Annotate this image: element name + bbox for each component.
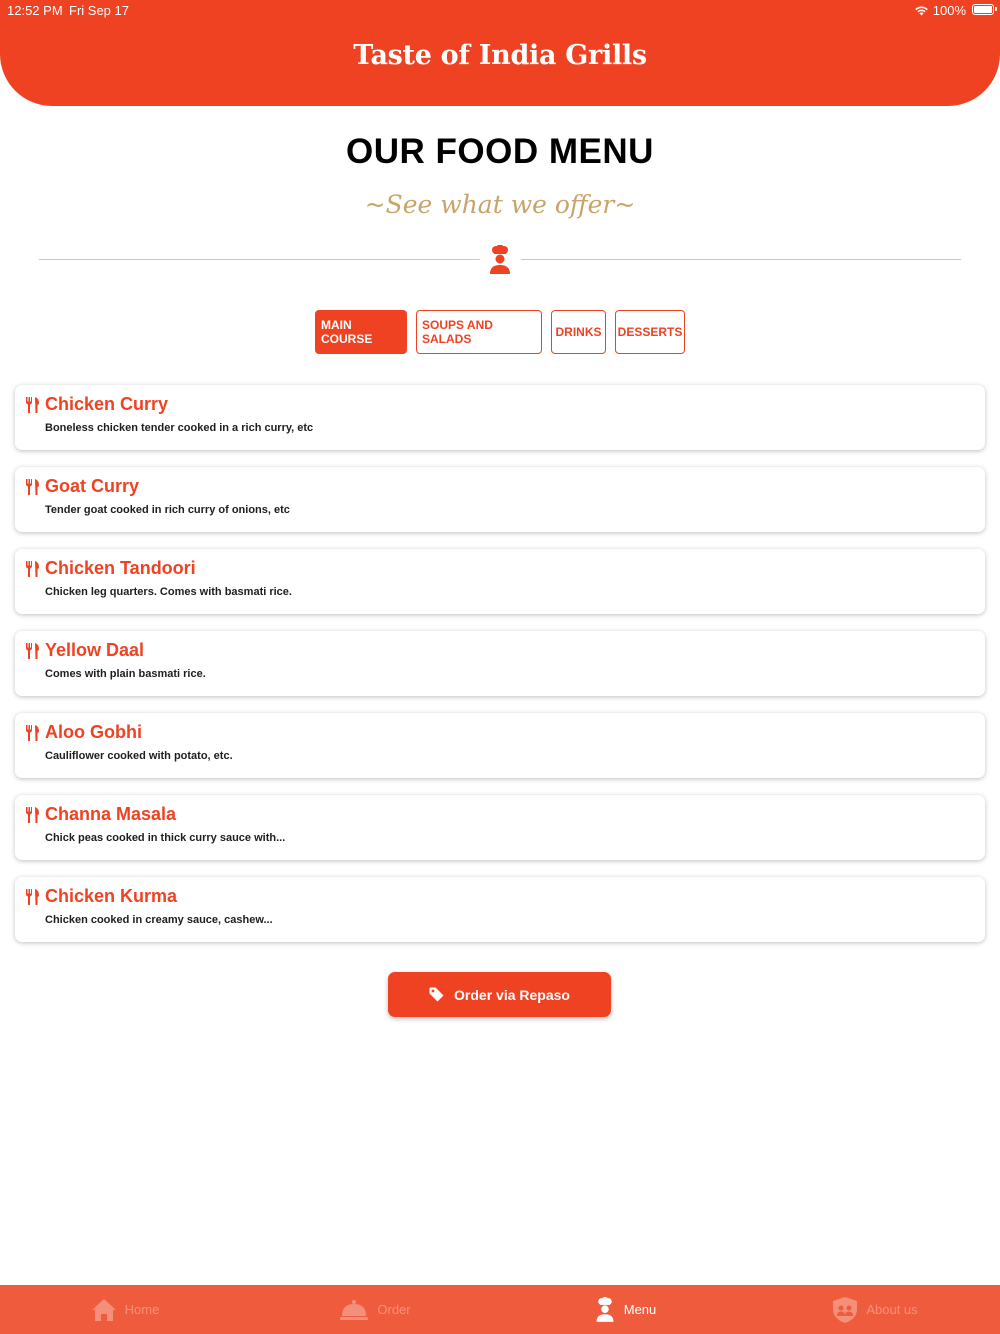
chef-icon xyxy=(594,1296,616,1324)
dish-name: Goat Curry xyxy=(45,476,140,496)
tab-soups-and-salads[interactable]: SOUPS AND SALADS xyxy=(416,310,542,354)
shield-team-icon xyxy=(832,1296,858,1324)
battery-percent: 100% xyxy=(932,3,966,18)
menu-item-card[interactable] xyxy=(15,713,985,778)
order-via-repaso-button[interactable] xyxy=(388,972,611,1017)
dish-description: Comes with plain basmati rice. xyxy=(45,668,206,680)
dish-description: Chick peas cooked in thick curry sauce with... xyxy=(45,832,286,844)
dish-description: Cauliflower cooked with potato, etc. xyxy=(45,750,233,762)
wifi-icon xyxy=(914,5,929,16)
dish-name: Chicken Curry xyxy=(45,394,169,414)
nav-order-label: Order xyxy=(377,1302,411,1317)
home-icon xyxy=(91,1298,117,1322)
utensils-icon xyxy=(25,725,40,741)
menu-item-card[interactable] xyxy=(15,877,985,942)
menu-item-card[interactable] xyxy=(15,549,985,614)
dish-name: Aloo Gobhi xyxy=(45,722,142,742)
utensils-icon xyxy=(25,643,40,659)
category-tabs xyxy=(0,310,1000,354)
menu-item-card[interactable] xyxy=(15,795,985,860)
utensils-icon xyxy=(25,889,40,905)
cloche-icon xyxy=(339,1299,369,1321)
status-time: 12:52 PM xyxy=(7,3,63,18)
status-date: Fri Sep 17 xyxy=(69,3,129,18)
page-subtitle: ~See what we offer~ xyxy=(364,190,636,219)
page-title: OUR FOOD MENU xyxy=(346,132,654,171)
utensils-icon xyxy=(25,397,40,413)
chef-icon xyxy=(487,245,513,275)
nav-about-us[interactable] xyxy=(750,1285,1000,1334)
dish-description: Chicken cooked in creamy sauce, cashew... xyxy=(45,914,273,926)
dish-name: Yellow Daal xyxy=(45,640,145,660)
dish-name: Channa Masala xyxy=(45,804,177,824)
dish-description: Boneless chicken tender cooked in a rich curry, etc xyxy=(45,422,314,434)
divider-left xyxy=(39,259,480,260)
app-title: Taste of India Grills xyxy=(353,40,647,71)
nav-order[interactable] xyxy=(250,1285,500,1334)
nav-home[interactable] xyxy=(0,1285,250,1334)
nav-menu[interactable] xyxy=(500,1285,750,1334)
order-button-label: Order via Repaso xyxy=(454,986,570,1003)
nav-home-label: Home xyxy=(124,1302,160,1317)
nav-menu-label: Menu xyxy=(623,1302,657,1317)
tag-icon xyxy=(429,987,444,1002)
status-right xyxy=(914,3,966,18)
menu-item-card[interactable] xyxy=(15,631,985,696)
dish-name: Chicken Tandoori xyxy=(45,558,196,578)
tab-desserts[interactable]: DESSERTS xyxy=(615,310,685,354)
menu-item-card[interactable] xyxy=(15,467,985,532)
app-header xyxy=(0,0,1000,106)
utensils-icon xyxy=(25,807,40,823)
tab-main-course[interactable]: MAIN COURSE xyxy=(315,310,407,354)
utensils-icon xyxy=(25,561,40,577)
dish-name: Chicken Kurma xyxy=(45,886,178,906)
status-bar xyxy=(0,0,1000,20)
menu-list xyxy=(15,385,985,959)
dish-description: Tender goat cooked in rich curry of onions, etc xyxy=(45,504,290,516)
bottom-nav xyxy=(0,1285,1000,1334)
battery-icon xyxy=(972,4,994,15)
nav-about-us-label: About us xyxy=(866,1302,918,1317)
tab-drinks[interactable]: DRINKS xyxy=(551,310,606,354)
menu-item-card[interactable] xyxy=(15,385,985,450)
dish-description: Chicken leg quarters. Comes with basmati rice. xyxy=(45,586,292,598)
divider-right xyxy=(521,259,961,260)
utensils-icon xyxy=(25,479,40,495)
